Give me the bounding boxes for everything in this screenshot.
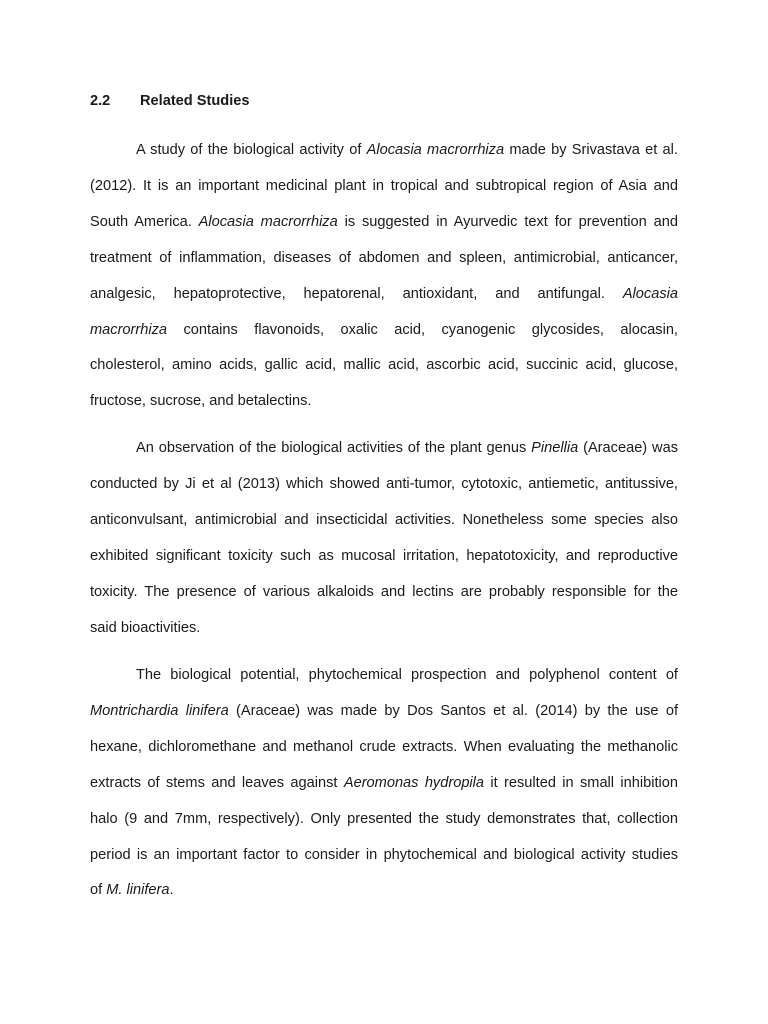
text-segment: said bioactivities. <box>90 619 201 636</box>
text-line <box>90 284 678 304</box>
text-line <box>90 618 678 638</box>
text-line <box>90 212 678 232</box>
text-segment: (2012). It is an important medicinal plant in tropical and subtropical region of Asia and <box>90 177 678 194</box>
text-line <box>90 880 678 900</box>
text-segment: treatment of inflammation, diseases of abdomen and spleen, antimicrobial, anticancer, <box>90 249 678 266</box>
text-segment: (Araceae) was <box>578 440 678 456</box>
text-segment: A study of the biological activity of <box>136 142 367 158</box>
text-line <box>90 845 678 865</box>
text-segment: South America. <box>90 213 199 230</box>
text-segment: made by Srivastava et al. <box>504 142 678 158</box>
text-segment: toxicity. The presence of various alkaloids and lectins are probably responsible for the <box>90 583 678 600</box>
text-line <box>90 546 678 566</box>
text-line <box>90 474 678 494</box>
text-segment: conducted by Ji et al (2013) which showed anti-tumor, cytotoxic, antiemetic, antitussive, <box>90 475 678 492</box>
text-line <box>90 701 678 721</box>
text-segment: fructose, sucrose, and betalectins. <box>90 393 312 410</box>
text-segment: analgesic, hepatoprotective, hepatorenal, antioxidant, and antifungal. <box>90 285 623 302</box>
text-segment: period is an important factor to consider in phytochemical and biological activity studies <box>90 846 678 863</box>
text-line <box>90 391 678 411</box>
italic-text: M. linifera <box>106 882 170 899</box>
text-segment: halo (9 and 7mm, respectively). Only presented the study demonstrates that, collection <box>90 810 678 827</box>
section-title: Related Studies <box>140 93 250 109</box>
text-line <box>90 176 678 196</box>
italic-text: Alocasia <box>622 285 678 302</box>
italic-text: Aeromonas hydropila <box>343 774 485 791</box>
text-segment: extracts of stems and leaves against <box>90 774 344 791</box>
text-line <box>90 438 678 458</box>
text-segment: anticonvulsant, antimicrobial and insecticidal activities. Nonetheless some species also <box>90 511 678 528</box>
text-line <box>90 809 678 829</box>
text-segment: . <box>169 882 174 899</box>
text-line <box>90 248 678 268</box>
text-segment: contains flavonoids, oxalic acid, cyanogenic glycosides, alocasin, <box>167 321 678 338</box>
text-segment: An observation of the biological activities of the plant genus <box>136 440 532 456</box>
text-line <box>90 737 678 757</box>
section-heading <box>90 91 249 111</box>
text-line <box>90 582 678 602</box>
text-segment: cholesterol, amino acids, gallic acid, mallic acid, ascorbic acid, succinic acid, glucose, <box>90 357 678 374</box>
text-segment: is suggested in Ayurvedic text for prevention and <box>337 213 678 230</box>
text-line <box>90 773 678 793</box>
text-line <box>90 140 678 160</box>
text-line <box>90 355 678 375</box>
text-segment: exhibited significant toxicity such as mucosal irritation, hepatotoxicity, and reproductive <box>90 547 678 564</box>
text-line <box>90 320 678 340</box>
text-segment: it resulted in small inhibition <box>484 774 678 791</box>
text-segment: of <box>90 882 107 899</box>
italic-text: Montrichardia linifera <box>90 702 229 719</box>
italic-text: Alocasia macrorrhiza <box>198 213 338 230</box>
text-segment: The biological potential, phytochemical prospection and polyphenol content of <box>136 667 678 683</box>
italic-text: Alocasia macrorrhiza <box>366 142 505 158</box>
italic-text: macrorrhiza <box>90 321 168 338</box>
text-line <box>90 510 678 530</box>
section-number: 2.2 <box>90 93 111 109</box>
text-line <box>90 665 678 685</box>
italic-text: Pinellia <box>531 440 579 456</box>
text-segment: hexane, dichloromethane and methanol crude extracts. When evaluating the methanolic <box>90 738 678 755</box>
text-segment: (Araceae) was made by Dos Santos et al. (2014) by the use of <box>228 702 678 719</box>
